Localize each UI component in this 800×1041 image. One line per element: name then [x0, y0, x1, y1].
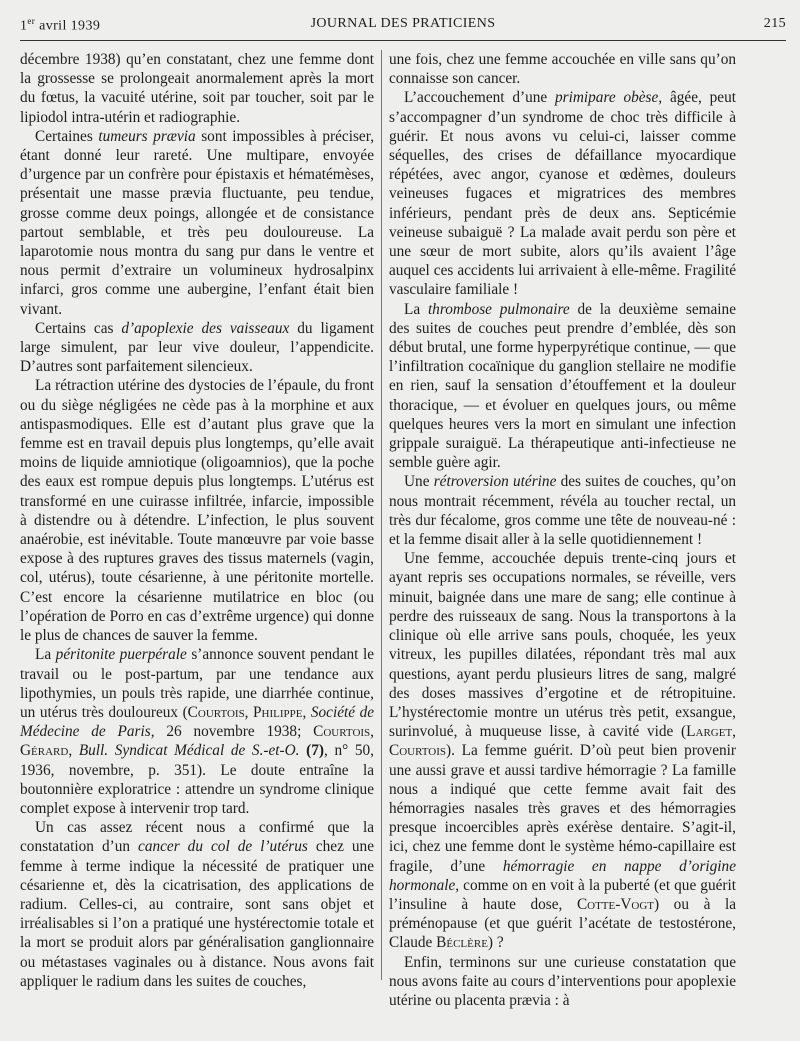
text-run: La [404, 300, 428, 318]
italic-phrase: péritonite puerpérale [55, 646, 187, 664]
author-name: Cotte-Vogt [576, 895, 654, 913]
italic-phrase: d’apoplexie des vaisseaux [121, 319, 290, 337]
text-run: du ligament large simulent, par leur vive douleur, l’appendicite. D’autres sont parfaitement silencieux. [20, 319, 374, 376]
text-run: Certaines [35, 127, 99, 145]
text-run: ) ? [487, 934, 504, 952]
italic-phrase: primipare obèse, [555, 89, 663, 107]
paragraph [389, 300, 736, 473]
text-run: sont impossibles à préciser, étant donné leur rareté. Une multipare, envoyée d’urgence par un confrère pour épistaxis et hématémèses, présentait une masse prævia fluctuante, peu tendue, grosse comme deux poings, allongée et de consistance partout semblable, et très peu douloureuse. La laparotomie nous montra du sang pur dans le ventre et nous permit d’extraire un volumineux hydrosalpinx infarci, gros comme une aubergine, l’enfant était bien vivant. [20, 127, 375, 318]
italic-phrase: rétroversion utérine [433, 473, 557, 491]
column-divider [381, 50, 382, 980]
paragraph [20, 818, 374, 991]
paragraph [20, 127, 374, 319]
text-run: Certains cas [35, 319, 122, 337]
author-name: Larget, Courtois [389, 723, 736, 760]
left-column [20, 50, 375, 990]
paragraph [20, 645, 374, 818]
paragraph [389, 50, 736, 88]
text-run: Un cas assez récent nous a confirmé que la constatation d’un [20, 819, 374, 856]
journal-title: JOURNAL DES PRATICIENS [310, 16, 496, 31]
text-run: âgée, peut s’accompagner d’un syndrome de choc très difficile à guérir. Et nous avons vu celui-ci, laisser comme séquelles, des crises de défaillance myocardique répétées, avec angor, cyanose et œdèmes, douleurs veineuses fugaces et migratrices des membres inférieurs, pendant près de deux ans. Septicémie veineuse subaiguë ? La malade avait perdu son père et une sœur de mort subite, alors qu’ils avaient l’âge auquel ces accidents lui arrivaient à elle-même. Fragilité vasculaire familiale ! [389, 89, 736, 299]
paragraph [20, 50, 374, 127]
page-number: 215 [763, 16, 786, 31]
text-run: une fois, chez une femme accouchée en ville sans qu’on connaisse son cancer. [389, 51, 736, 88]
author-name: Courtois, Philippe, [187, 703, 307, 721]
text-run [72, 742, 79, 759]
text-run: (7) [306, 742, 324, 760]
text-run: des suites de couches, qu’on nous montrait récemment, révéla au toucher rectal, un très dur fécalome, gros comme une tête de nouveau-né : et la femme disait aller à la selle quotidiennement ! [389, 473, 736, 549]
text-run: L’accouchement d’une [404, 89, 556, 107]
text-run: Enfin, terminons sur une curieuse constatation que nous avons faite au cours d’interventions pour apoplexie utérine ou placenta prævia : à [389, 953, 736, 1009]
text-run: ). La femme guérit. D’où peut bien provenir une aussi grave et aussi tardive hémorragie ? La famille nous a indiqué que cette femme avait fait des hémorragies nasales très graves et des hémorragies presque incoercibles après exérèse dentaire. S’agit-il, ici, chez une femme dont le système hémo-capillaire est fragile, d’une [389, 742, 736, 875]
text-run: décembre 1938) qu’en constatant, chez une femme dont la grossesse se prolongeait anormalement après la mort du fœtus, la vacuité utérine, soit par toucher, soit par le lipiodol intra-utérin et radiographie. [20, 51, 374, 126]
text-run: comme on en voit à la puberté (et que guérit l’insuline à haute dose, [389, 876, 736, 913]
italic-phrase: cancer du col de l’utérus [138, 838, 308, 856]
paragraph [389, 549, 736, 952]
author-name: Courtois, Gérard, [20, 723, 374, 760]
text-run: La [35, 646, 56, 664]
header-date: 1er avril 1939 [20, 16, 101, 34]
right-column [389, 50, 736, 1009]
paragraph [389, 472, 736, 549]
text-run: Une femme, accouchée depuis trente-cinq jours et ayant repris ses occupations normales, se réveille, vers minuit, baignée dans une mare de sang; elle continue à perdre des ruisseaux de sang. Nous la transportons à la clinique où elle arrive sans pouls, choquée, les yeux vitreux, les pupilles dilatées, répondant très mal aux questions, ayant perdu plusieurs litres de sang, malgré des doses massives d’ergotine et de rétropituine. L’hystérectomie montre un utérus très petit, exsangue, surinvolué, à muqueuse lisse, à cavité vide ( [389, 550, 736, 741]
text-run: La rétraction utérine des dystocies de l’épaule, du front ou du siège négligées ne cède pas à la morphine et aux antispasmodiques. Elle est d’autant plus grave que la femme est en travail depuis plus longtemps, qu’elle avait moins de liquide amniotique (oligoamnios), que la poche des eaux est rompue depuis plus longtemps. L’utérus est transformé en une cuirasse infiltrée, infarcie, impossible à distendre ou à détendre. L’infection, le plus souvent anaérobie, est inévitable. Toute manœuvre par voie basse expose à des ruptures graves des tissus maternels (vagin, col, utérus), toute césarienne, à une péritonite mortelle. C’est encore la césarienne mutilatrice en bloc (ou l’opération de Porro en cas d’extrême urgence) qui donne le plus de chances de sauver la femme. [20, 377, 374, 645]
text-run: ) ou à la préménopause (et que guérit l’acétate de testostérone, Claude [389, 895, 736, 952]
header-rule [20, 40, 786, 41]
text-run: chez une femme à terme indique la nécessité de pratiquer une césarienne et, dès la cicatrisation, des applications de radium. Celles-ci, au contraire, sont sans objet et irréalisables si l’on a pratiqué une hystérectomie totale et la mort se produit alors par généralisation ganglionnaire ou métastases vaginales ou à distance. Nous avons fait appliquer le radium dans les suites de couches, [20, 838, 374, 990]
running-header [20, 16, 786, 38]
italic-phrase: Société de Médecine de Paris, [20, 703, 375, 741]
paragraph [20, 376, 374, 645]
paragraph [389, 88, 736, 299]
text-run: de la deuxième semaine des suites de couches peut prendre d’emblée, dès son début brutal, une forme hyperpyrétique continue, — que l’infiltration cocaïnique du ganglion stellaire ne modifie en rien, sauf la sensation d’étouffement et la douleur thoracique, — et évoluer en quelques jours, ou même quelques heures vers la mort en simulant une infection grippale suraiguë. La thérapeutique anti-infectieuse ne semble guère agir. [389, 300, 736, 472]
text-run: s’annonce souvent pendant le travail ou le post-partum, par une tendance aux lipothymies, un pouls très rapide, une diarrhée continue, un utérus très douloureux ( [20, 646, 375, 721]
text-run: Une [404, 473, 434, 491]
italic-phrase: Bull. Syndicat Médical de S.-et-O. [78, 742, 300, 760]
italic-phrase: thrombose pulmonaire [427, 300, 570, 318]
italic-phrase: hémorragie en nappe d’origine hormonale, [389, 857, 736, 894]
author-name: Béclère [436, 934, 488, 952]
paragraph [389, 953, 736, 1011]
text-run: , n° 50, 1936, novembre, p. 351). Le doute entraîne la boutonnière exploratrice : attendre un syndrome clinique complet expose à intervenir trop tard. [20, 742, 374, 817]
italic-phrase: tumeurs prævia [98, 127, 196, 145]
text-run: 26 novembre 1938; [154, 723, 314, 741]
paragraph [20, 319, 374, 377]
